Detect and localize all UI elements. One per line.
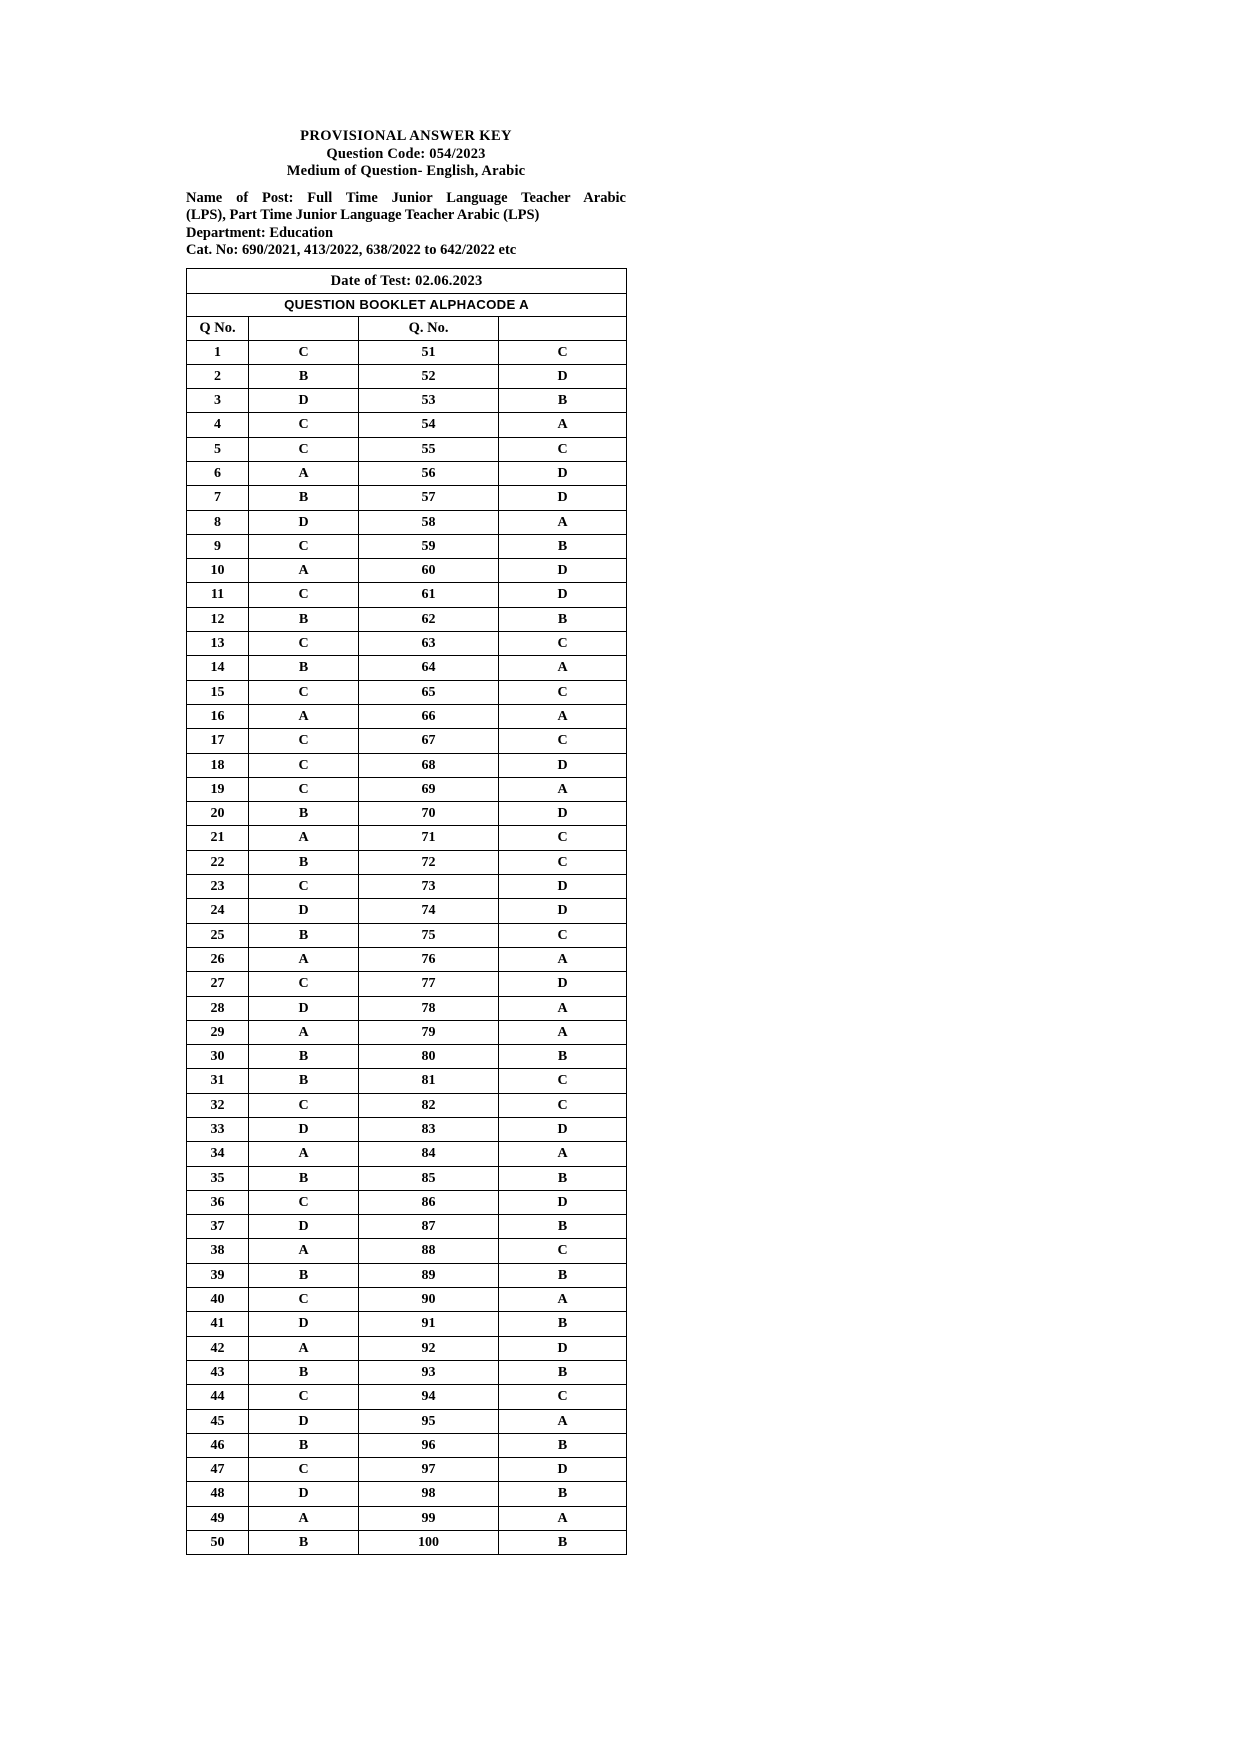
cell-answer-right: B [499,1531,627,1555]
cell-question-number-left: 36 [187,1190,249,1214]
table-row [187,704,627,728]
cell-answer-right: D [499,559,627,583]
cell-question-number-right: 60 [359,559,499,583]
table-row [187,413,627,437]
table-row [187,461,627,485]
cell-question-number-left: 19 [187,777,249,801]
cell-answer-right: B [499,1166,627,1190]
cell-question-number-left: 3 [187,389,249,413]
cell-question-number-right: 53 [359,389,499,413]
cell-answer-left: A [249,1142,359,1166]
table-row [187,972,627,996]
cell-question-number-left: 10 [187,559,249,583]
cell-question-number-left: 35 [187,1166,249,1190]
table-row [187,850,627,874]
cell-question-number-right: 91 [359,1312,499,1336]
cell-answer-left: C [249,1093,359,1117]
table-row [187,486,627,510]
document-content [186,128,626,1555]
cell-question-number-right: 73 [359,875,499,899]
department-line: Department: Education [186,224,334,241]
name-of-post-line-1: Name of Post: Full Time Junior Language Teacher Arabic [186,189,626,206]
table-row [187,1336,627,1360]
cell-question-number-right: 69 [359,777,499,801]
cell-answer-left: B [249,486,359,510]
cell-answer-right: D [499,972,627,996]
cell-question-number-left: 13 [187,632,249,656]
cell-answer-left: C [249,534,359,558]
document-meta-block [186,190,626,260]
cell-answer-right: B [499,1045,627,1069]
cell-answer-right: A [499,777,627,801]
cell-answer-left: C [249,1288,359,1312]
cell-answer-left: C [249,1458,359,1482]
cell-question-number-left: 7 [187,486,249,510]
table-row [187,1506,627,1530]
cell-answer-left: B [249,1360,359,1384]
document-title-block [186,128,626,181]
cell-question-number-right: 95 [359,1409,499,1433]
cell-question-number-left: 15 [187,680,249,704]
cell-question-number-left: 1 [187,340,249,364]
cell-answer-left: B [249,923,359,947]
table-row [187,1142,627,1166]
cell-answer-right: D [499,802,627,826]
table-row [187,364,627,388]
cell-answer-left: A [249,1506,359,1530]
cell-answer-right: D [499,1458,627,1482]
cell-question-number-right: 72 [359,850,499,874]
alphacode-row [187,293,627,316]
cell-answer-right: A [499,996,627,1020]
cell-question-number-right: 58 [359,510,499,534]
cell-question-number-left: 47 [187,1458,249,1482]
cell-question-number-right: 55 [359,437,499,461]
cell-answer-left: D [249,1118,359,1142]
cell-question-number-left: 46 [187,1433,249,1457]
cell-answer-left: B [249,607,359,631]
cell-question-number-left: 22 [187,850,249,874]
cell-question-number-right: 96 [359,1433,499,1457]
cell-answer-right: B [499,1360,627,1384]
cell-answer-left: C [249,632,359,656]
cell-answer-right: B [499,1433,627,1457]
cell-answer-left: A [249,1020,359,1044]
cell-question-number-right: 77 [359,972,499,996]
table-row [187,947,627,971]
cell-answer-right: A [499,1409,627,1433]
cell-answer-left: B [249,1045,359,1069]
cell-answer-left: C [249,340,359,364]
cell-answer-left: D [249,1312,359,1336]
cell-question-number-right: 52 [359,364,499,388]
cell-question-number-right: 54 [359,413,499,437]
cell-answer-right: B [499,1263,627,1287]
cell-question-number-right: 76 [359,947,499,971]
cell-question-number-right: 62 [359,607,499,631]
table-row [187,802,627,826]
cell-answer-left: C [249,413,359,437]
cell-question-number-left: 38 [187,1239,249,1263]
cell-question-number-left: 42 [187,1336,249,1360]
table-row [187,1409,627,1433]
cell-question-number-right: 79 [359,1020,499,1044]
table-row [187,680,627,704]
question-code-line: Question Code: 054/2023 [326,145,486,162]
table-row [187,656,627,680]
table-row [187,510,627,534]
table-row [187,753,627,777]
cell-answer-right: D [499,1118,627,1142]
cell-question-number-right: 71 [359,826,499,850]
cell-answer-right: C [499,632,627,656]
medium-of-question-line: Medium of Question- English, Arabic [286,163,526,179]
cell-question-number-left: 29 [187,1020,249,1044]
cell-question-number-left: 39 [187,1263,249,1287]
cell-answer-right: C [499,850,627,874]
cell-question-number-right: 93 [359,1360,499,1384]
cell-answer-right: C [499,437,627,461]
cell-question-number-left: 44 [187,1385,249,1409]
cell-answer-left: B [249,656,359,680]
cell-question-number-right: 85 [359,1166,499,1190]
cell-question-number-right: 64 [359,656,499,680]
cell-question-number-left: 12 [187,607,249,631]
cell-question-number-right: 99 [359,1506,499,1530]
cell-question-number-left: 14 [187,656,249,680]
table-row [187,1166,627,1190]
cell-answer-right: B [499,1312,627,1336]
cell-question-number-left: 18 [187,753,249,777]
header-q-no-right: Q. No. [359,316,499,340]
cell-question-number-left: 26 [187,947,249,971]
cell-question-number-right: 78 [359,996,499,1020]
cell-question-number-right: 97 [359,1458,499,1482]
cell-answer-right: C [499,1239,627,1263]
cell-question-number-right: 59 [359,534,499,558]
cell-answer-left: A [249,1336,359,1360]
cell-answer-left: C [249,753,359,777]
cell-question-number-right: 90 [359,1288,499,1312]
cell-answer-left: C [249,1190,359,1214]
cell-question-number-left: 40 [187,1288,249,1312]
cell-answer-right: A [499,510,627,534]
cell-answer-right: D [499,1190,627,1214]
cell-question-number-left: 23 [187,875,249,899]
cell-answer-left: C [249,729,359,753]
cell-answer-left: A [249,947,359,971]
table-row [187,1190,627,1214]
cell-question-number-right: 56 [359,461,499,485]
cell-question-number-right: 87 [359,1215,499,1239]
cell-answer-left: D [249,1482,359,1506]
cell-answer-left: C [249,777,359,801]
cell-question-number-right: 67 [359,729,499,753]
cell-question-number-right: 100 [359,1531,499,1555]
cell-question-number-left: 28 [187,996,249,1020]
cell-question-number-right: 80 [359,1045,499,1069]
cell-question-number-left: 30 [187,1045,249,1069]
table-row [187,1458,627,1482]
table-row [187,1288,627,1312]
table-row [187,437,627,461]
cell-answer-right: D [499,364,627,388]
cell-question-number-left: 4 [187,413,249,437]
table-row [187,899,627,923]
table-row [187,1385,627,1409]
cell-question-number-right: 94 [359,1385,499,1409]
cell-question-number-right: 86 [359,1190,499,1214]
cell-question-number-left: 45 [187,1409,249,1433]
table-row [187,559,627,583]
cell-answer-left: A [249,461,359,485]
cell-answer-left: B [249,1531,359,1555]
answer-key-table [186,268,627,1556]
cell-question-number-left: 32 [187,1093,249,1117]
cell-question-number-left: 41 [187,1312,249,1336]
table-row [187,534,627,558]
header-q-no-left: Q No. [187,316,249,340]
column-header-row [187,316,627,340]
cell-answer-right: C [499,1385,627,1409]
table-row [187,1093,627,1117]
cell-answer-right: A [499,1020,627,1044]
cell-question-number-right: 68 [359,753,499,777]
cell-answer-right: D [499,583,627,607]
cell-question-number-right: 66 [359,704,499,728]
cell-answer-left: D [249,1409,359,1433]
cell-answer-right: D [499,875,627,899]
table-row [187,583,627,607]
cell-answer-right: B [499,607,627,631]
table-row [187,1069,627,1093]
cell-answer-right: B [499,1482,627,1506]
table-row [187,1482,627,1506]
table-row [187,1239,627,1263]
cell-question-number-right: 51 [359,340,499,364]
cell-question-number-left: 6 [187,461,249,485]
table-row [187,1360,627,1384]
cell-answer-left: C [249,437,359,461]
table-row [187,729,627,753]
cell-answer-left: B [249,1433,359,1457]
answer-key-table-body [187,268,627,1555]
cell-answer-right: A [499,1506,627,1530]
table-row [187,875,627,899]
table-row [187,1263,627,1287]
date-of-test-row [187,268,627,293]
table-row [187,826,627,850]
cell-answer-right: B [499,534,627,558]
cell-answer-left: B [249,1166,359,1190]
cell-question-number-right: 81 [359,1069,499,1093]
cell-answer-right: B [499,1215,627,1239]
cell-question-number-left: 8 [187,510,249,534]
cell-question-number-right: 75 [359,923,499,947]
cell-question-number-left: 9 [187,534,249,558]
cell-question-number-right: 61 [359,583,499,607]
table-row [187,389,627,413]
cell-answer-left: C [249,1385,359,1409]
cell-question-number-left: 37 [187,1215,249,1239]
date-of-test-cell: Date of Test: 02.06.2023 [187,268,627,293]
cell-question-number-left: 17 [187,729,249,753]
cell-answer-left: C [249,972,359,996]
table-row [187,607,627,631]
cell-question-number-right: 57 [359,486,499,510]
cell-question-number-left: 27 [187,972,249,996]
table-row [187,1215,627,1239]
cell-question-number-left: 49 [187,1506,249,1530]
cell-answer-right: C [499,1093,627,1117]
cell-question-number-right: 89 [359,1263,499,1287]
cell-answer-right: D [499,899,627,923]
table-row [187,1045,627,1069]
cell-question-number-right: 82 [359,1093,499,1117]
cell-answer-right: C [499,729,627,753]
cell-answer-left: D [249,389,359,413]
cell-answer-right: A [499,947,627,971]
cell-answer-left: D [249,996,359,1020]
cell-answer-right: C [499,826,627,850]
cell-question-number-left: 20 [187,802,249,826]
cell-answer-left: B [249,802,359,826]
cell-question-number-left: 48 [187,1482,249,1506]
table-row [187,996,627,1020]
table-row [187,1433,627,1457]
cell-answer-left: A [249,559,359,583]
cell-question-number-left: 16 [187,704,249,728]
cell-answer-right: A [499,704,627,728]
cell-question-number-left: 11 [187,583,249,607]
cell-question-number-left: 31 [187,1069,249,1093]
cell-answer-left: A [249,1239,359,1263]
cell-question-number-right: 74 [359,899,499,923]
cell-answer-left: C [249,875,359,899]
cell-question-number-right: 84 [359,1142,499,1166]
cell-question-number-right: 98 [359,1482,499,1506]
header-answer-right [499,316,627,340]
cell-question-number-left: 25 [187,923,249,947]
table-row [187,1118,627,1142]
header-answer-left [249,316,359,340]
cell-question-number-left: 34 [187,1142,249,1166]
alphacode-cell: QUESTION BOOKLET ALPHACODE A [187,293,627,316]
table-row [187,1312,627,1336]
table-row [187,1020,627,1044]
cell-answer-left: D [249,899,359,923]
cell-question-number-right: 88 [359,1239,499,1263]
cell-answer-left: C [249,583,359,607]
cell-answer-left: C [249,680,359,704]
table-row [187,632,627,656]
cell-question-number-right: 70 [359,802,499,826]
cell-question-number-left: 50 [187,1531,249,1555]
table-row [187,923,627,947]
cell-answer-left: B [249,364,359,388]
cell-answer-left: B [249,1263,359,1287]
cell-answer-right: A [499,656,627,680]
cell-question-number-left: 33 [187,1118,249,1142]
cell-answer-right: B [499,389,627,413]
cell-answer-right: D [499,1336,627,1360]
cell-question-number-left: 2 [187,364,249,388]
cat-no-line: Cat. No: 690/2021, 413/2022, 638/2022 to 642/2022 etc [186,242,517,258]
cell-question-number-right: 83 [359,1118,499,1142]
name-of-post-line-2: (LPS), Part Time Junior Language Teacher Arabic (LPS) [186,207,540,223]
cell-question-number-left: 43 [187,1360,249,1384]
cell-question-number-left: 21 [187,826,249,850]
cell-answer-right: C [499,340,627,364]
cell-answer-left: D [249,1215,359,1239]
page-title: PROVISIONAL ANSWER KEY [300,128,512,144]
cell-question-number-left: 5 [187,437,249,461]
cell-answer-right: A [499,1142,627,1166]
cell-question-number-left: 24 [187,899,249,923]
cell-answer-right: A [499,1288,627,1312]
cell-answer-right: D [499,461,627,485]
cell-answer-left: D [249,510,359,534]
cell-question-number-right: 63 [359,632,499,656]
cell-answer-right: D [499,753,627,777]
cell-answer-left: B [249,1069,359,1093]
table-row [187,777,627,801]
table-row [187,1531,627,1555]
cell-question-number-right: 92 [359,1336,499,1360]
cell-answer-right: C [499,923,627,947]
table-row [187,340,627,364]
cell-answer-left: B [249,850,359,874]
cell-answer-left: A [249,704,359,728]
cell-answer-left: A [249,826,359,850]
cell-answer-right: C [499,680,627,704]
cell-answer-right: C [499,1069,627,1093]
cell-answer-right: D [499,486,627,510]
cell-question-number-right: 65 [359,680,499,704]
cell-answer-right: A [499,413,627,437]
